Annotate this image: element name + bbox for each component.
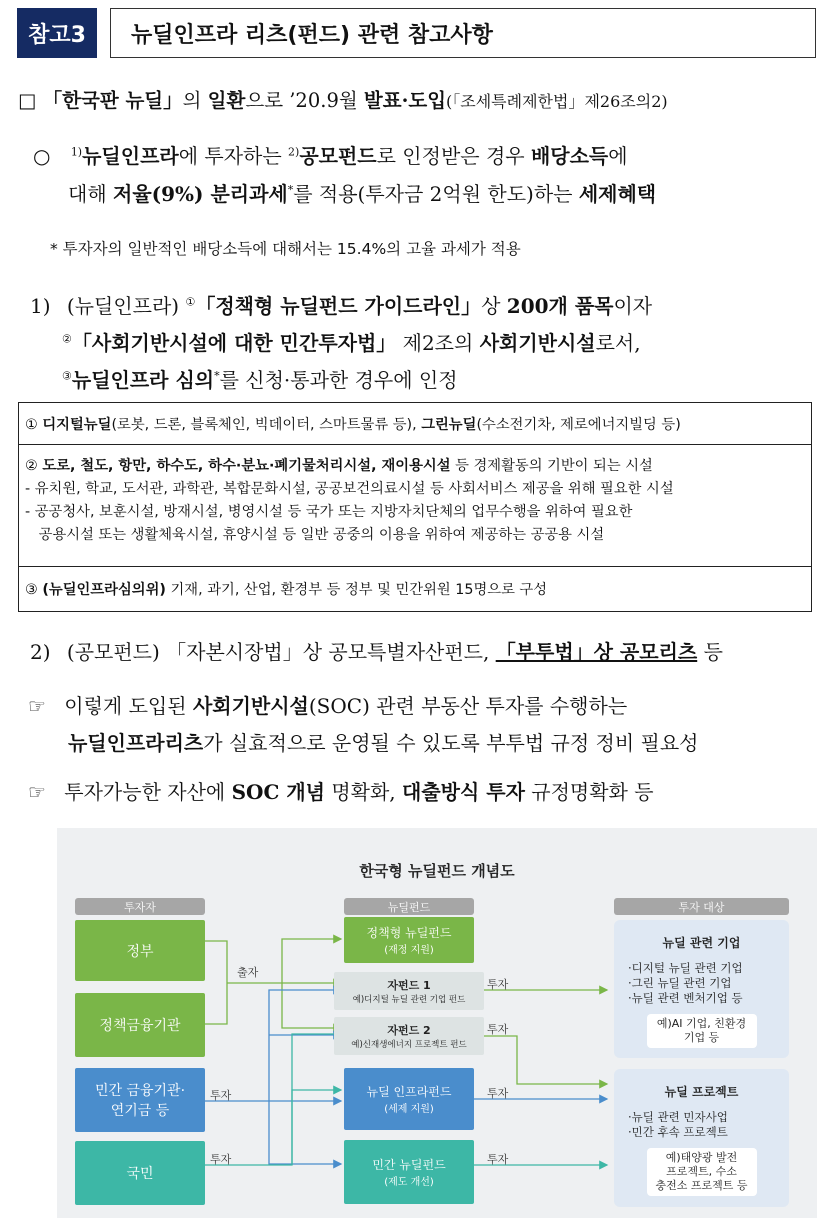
table-row: ③ (뉴딜인프라심의위) 기재, 과기, 산업, 환경부 등 정부 및 민간위원 15명으로 구성: [25, 582, 548, 598]
pointing-hand-icon: ☞: [28, 694, 46, 718]
square-bullet: □: [18, 89, 37, 112]
def1-line-2: ②「사회기반시설에 대한 민간투자법」 제2조의 사회기반시설로서,: [62, 331, 641, 355]
intro-line: □ 「한국판 뉴딜」의 일환으로 ’20.9월 발표·도입(「조세특례제한법」제26조의2): [18, 89, 668, 112]
column-header-fund: 뉴딜펀드: [344, 898, 474, 915]
target-newdeal-companies: 뉴딜 관련 기업 ·디지털 뉴딜 관련 기업 ·그린 뉴딜 관련 기업 ·뉴딜 관련 벤처기업 등 예)AI 기업, 친환경 기업 등: [614, 920, 789, 1058]
def1-line-1: 1) (뉴딜인프라) ①「정책형 뉴딜펀드 가이드라인」상 200개 품목이자: [30, 294, 653, 318]
page-title: 뉴딜인프라 리츠(펀드) 관련 참고사항: [110, 8, 816, 58]
diagram-title: 한국형 뉴딜펀드 개념도: [359, 862, 515, 880]
target-newdeal-projects: 뉴딜 프로젝트 ·뉴딜 관련 민자사업 ·민간 후속 프로젝트 예)태양광 발전 프로젝트, 수소 충전소 프로젝트 등: [614, 1069, 789, 1207]
section-badge: 참고3: [17, 8, 97, 58]
fund-sub-2: 자펀드 2 예)신재생에너지 프로젝트 펀드: [334, 1017, 484, 1055]
pointing-hand-icon: ☞: [28, 780, 46, 804]
fund-policy: 정책형 뉴딜펀드 (재정 지원): [344, 917, 474, 963]
investor-government: 정부: [75, 920, 205, 981]
benefit-line-1: ○ $^{1)}$뉴딜인프라에 투자하는 $^{2)}$공모펀드로 인정받은 경우 배당소득에: [33, 144, 628, 168]
column-header-target: 투자 대상: [614, 898, 789, 915]
column-header-investor: 투자자: [75, 898, 205, 915]
edge-label-invest: 투자: [210, 1153, 232, 1166]
edge-label-invest: 투자: [487, 1087, 509, 1100]
def1-line-3: ③뉴딜인프라 심의*를 신청·통과한 경우에 인정: [62, 368, 458, 392]
fund-private: 민간 뉴딜펀드 (제도 개선): [344, 1140, 474, 1204]
investor-private-finance: 민간 금융기관· 연기금 등: [75, 1068, 205, 1132]
point-1-line-1: ☞ 이렇게 도입된 사회기반시설(SOC) 관련 부동산 투자를 수행하는: [28, 694, 628, 718]
edge-label-invest: 투자: [210, 1089, 232, 1102]
investor-policy-finance: 정책금융기관: [75, 993, 205, 1057]
benefit-line-2: 대해 저율(9%) 분리과세*를 적용(투자금 2억원 한도)하는 세제혜택: [68, 182, 657, 206]
fund-sub-1: 자펀드 1 예)디지털 뉴딜 관련 기업 펀드: [334, 972, 484, 1010]
reference-table: [18, 402, 812, 612]
circle-bullet: ○: [33, 144, 51, 168]
benefit-footnote: * 투자자의 일반적인 배당소득에 대해서는 15.4%의 고율 과세가 적용: [50, 240, 521, 258]
def2-line: 2) (공모펀드) 「자본시장법」상 공모특별자산펀드, 「부투법」상 공모리츠 등: [30, 640, 723, 664]
edge-label-invest: 투자: [487, 1023, 509, 1036]
newdeal-fund-diagram: [57, 828, 817, 1218]
point-1-line-2: 뉴딜인프라리츠가 실효적으로 운영될 수 있도록 부투법 규정 정비 필요성: [68, 731, 699, 755]
table-row: ② 도로, 철도, 항만, 하수도, 하수·분뇨·폐기물처리시설, 재이용시설 등 경제활동의 기반이 되는 시설 - 유치원, 학교, 도서관, 과학관, 복합문화시설, 공공보건의료시설 등 사회서비스 제공을 위해 필요한 시설 - 공공청사, 보훈시설, 방재시설, 병영시설 등 국가 또는 지방자치단체의 업무수행을 위하여 필요한 공용시설 또는 생활체육시설, 휴양시설 등 일반 공중의 이용을 위하여 제공하는 공공용 시설: [19, 445, 811, 567]
edge-label-invest: 투자: [487, 1153, 509, 1166]
fund-infra: 뉴딜 인프라펀드 (세제 지원): [344, 1068, 474, 1130]
table-row: ① 디지털뉴딜(로봇, 드론, 블록체인, 빅데이터, 스마트물류 등), 그린뉴딜(수소전기차, 제로에너지빌딩 등): [19, 403, 811, 445]
investor-citizens: 국민: [75, 1141, 205, 1205]
edge-label-invest: 투자: [487, 978, 509, 991]
edge-label-contribute: 출자: [237, 966, 259, 979]
point-2-line-1: ☞ 투자가능한 자산에 SOC 개념 명확화, 대출방식 투자 규정명확화 등: [28, 780, 654, 804]
